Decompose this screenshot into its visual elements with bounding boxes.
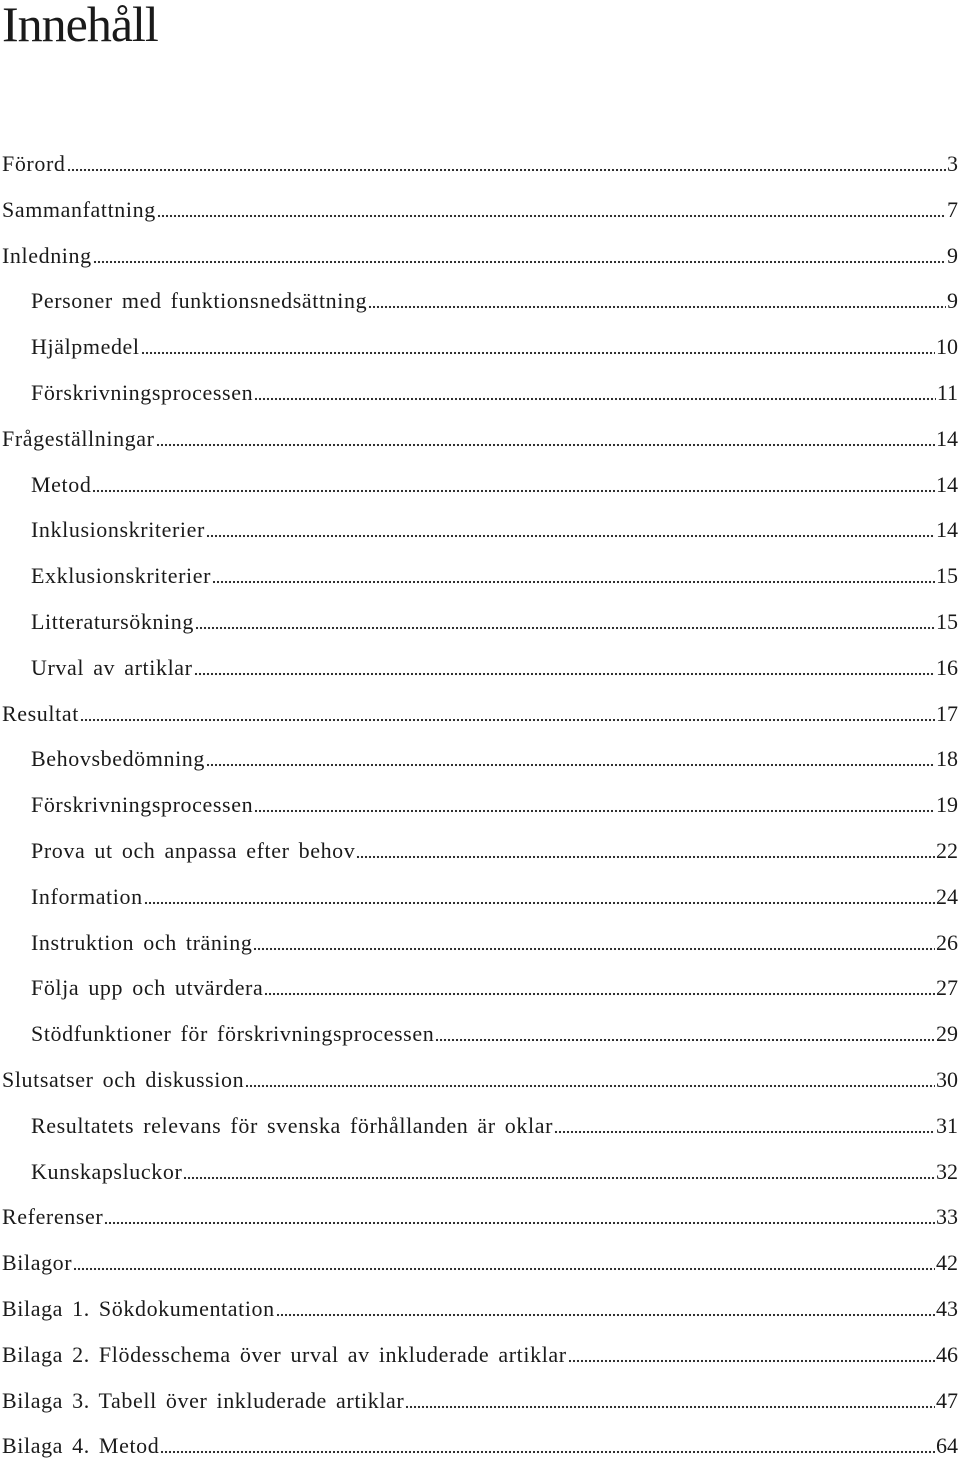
toc-entry-page-number: 11: [936, 379, 958, 405]
toc-entry-page-number: 15: [936, 608, 958, 634]
toc-entry[interactable]: [0, 141, 960, 187]
toc-entry[interactable]: [0, 1011, 960, 1057]
page-title: Innehåll: [2, 0, 158, 52]
toc-entry-label: Personer med funktionsnedsättning: [31, 288, 368, 314]
toc-entry[interactable]: [0, 416, 960, 462]
toc-entry[interactable]: [0, 187, 960, 233]
dot-leader: [245, 1080, 935, 1088]
toc-entry-page-number: 17: [936, 700, 958, 726]
dot-leader: [212, 576, 935, 584]
toc-entry[interactable]: [0, 782, 960, 828]
toc-entry-label: Förord: [2, 151, 66, 176]
toc-entry-page-number: 7: [947, 196, 958, 222]
dot-leader: [554, 1126, 935, 1134]
toc-entry[interactable]: [0, 278, 960, 324]
dot-leader: [276, 1309, 935, 1317]
toc-entry-page-number: 47: [936, 1387, 958, 1413]
toc-entry-page-number: 27: [936, 975, 958, 1001]
toc-entry-page-number: 18: [936, 746, 958, 772]
toc-entry-label: Bilagor: [2, 1250, 73, 1276]
toc-entry-page-number: 19: [936, 792, 958, 818]
dot-leader: [92, 485, 935, 493]
toc-entry-label: Bilaga 3. Tabell över inkluderade artiklar: [2, 1387, 405, 1413]
toc-entry[interactable]: [0, 828, 960, 874]
toc-entry-label: Metod: [31, 471, 92, 497]
dot-leader: [80, 714, 935, 722]
toc-entry-label: Urval av artiklar: [31, 654, 193, 680]
toc-entry-page-number: 9: [947, 242, 958, 268]
toc-entry-page-number: 16: [936, 654, 958, 680]
toc-entry-page-number: 32: [936, 1158, 958, 1184]
dot-leader: [254, 805, 935, 813]
toc-entry-page-number: 24: [936, 883, 958, 909]
dot-leader: [160, 1446, 935, 1454]
toc-entry-page-number: 14: [936, 425, 958, 451]
dot-leader: [195, 622, 935, 630]
toc-entry-label: Bilaga 4. Metod: [2, 1433, 160, 1459]
toc-entry-label: Inledning: [2, 242, 92, 268]
toc-entry[interactable]: [0, 370, 960, 416]
dot-leader: [405, 1401, 935, 1409]
dot-leader: [435, 1034, 935, 1042]
toc-entry-label: Instruktion och träning: [31, 929, 253, 955]
dot-leader: [183, 1172, 935, 1180]
toc-entry-page-number: 29: [936, 1021, 958, 1047]
toc-entry[interactable]: [0, 1423, 960, 1469]
dot-leader: [253, 943, 935, 951]
dot-leader: [254, 393, 936, 401]
dot-leader: [104, 1217, 935, 1225]
dot-leader: [264, 988, 935, 996]
toc-entry-label: Prova ut och anpassa efter behov: [31, 837, 356, 863]
toc-entry-label: Följa upp och utvärdera: [31, 975, 264, 1001]
toc-entry[interactable]: [0, 1149, 960, 1195]
dot-leader: [93, 256, 946, 264]
toc-entry-page-number: 46: [936, 1341, 958, 1367]
toc-entry-label: Resultatets relevans för svenska förhållanden är oklar: [31, 1112, 554, 1138]
toc-entry-page-number: 64: [936, 1433, 958, 1459]
toc-entry-label: Stödfunktioner för förskrivningsprocessen: [31, 1021, 435, 1047]
toc-entry-page-number: 22: [936, 837, 958, 863]
toc-entry-label: Förskrivningsprocessen: [31, 792, 254, 818]
toc-entry-label: Referenser: [2, 1204, 104, 1230]
toc-entry-label: Inklusionskriterier: [31, 517, 205, 543]
toc-entry-page-number: 15: [936, 563, 958, 589]
toc-entry[interactable]: [0, 233, 960, 279]
toc-entry-page-number: 33: [936, 1204, 958, 1230]
toc-entry-page-number: 30: [936, 1066, 958, 1092]
dot-leader: [206, 759, 935, 767]
dot-leader: [157, 210, 946, 218]
toc-entry[interactable]: [0, 965, 960, 1011]
toc-entry-label: Bilaga 1. Sökdokumentation: [2, 1295, 275, 1321]
dot-leader: [67, 164, 947, 172]
dot-leader: [368, 301, 946, 309]
toc-entry[interactable]: [0, 1332, 960, 1378]
toc-entry[interactable]: [0, 1240, 960, 1286]
toc-entry[interactable]: [0, 1057, 960, 1103]
toc-entry-label: Behovsbedömning: [31, 746, 205, 772]
toc-entry-page-number: 43: [936, 1295, 958, 1321]
toc-entry[interactable]: [0, 324, 960, 370]
toc-entry-page-number: 26: [936, 929, 958, 955]
toc-entry-label: Information: [31, 883, 143, 909]
toc-entry[interactable]: [0, 645, 960, 691]
dot-leader: [206, 530, 935, 538]
toc-entry-page-number: 42: [936, 1250, 958, 1276]
toc-entry[interactable]: [0, 736, 960, 782]
toc-entry-label: Förskrivningsprocessen: [31, 379, 254, 405]
dot-leader: [144, 897, 935, 905]
toc-entry-label: Litteratursökning: [31, 608, 194, 634]
toc-entry-label: Resultat: [2, 700, 79, 726]
toc-list: [0, 141, 960, 1469]
toc-entry-label: Bilaga 2. Flödesschema över urval av inkluderade artiklar: [2, 1341, 567, 1367]
toc-entry-label: Kunskapsluckor: [31, 1158, 183, 1184]
toc-entry-label: Sammanfattning: [2, 196, 156, 222]
toc-entry[interactable]: [0, 691, 960, 737]
toc-entry[interactable]: [0, 599, 960, 645]
dot-leader: [568, 1355, 935, 1363]
dot-leader: [141, 347, 935, 355]
toc-entry[interactable]: [0, 920, 960, 966]
toc-entry-page-number: 3: [947, 151, 958, 176]
toc-entry[interactable]: [0, 507, 960, 553]
toc-entry-page-number: 14: [936, 517, 958, 543]
dot-leader: [194, 668, 935, 676]
toc-entry[interactable]: [0, 462, 960, 508]
toc-entry[interactable]: [0, 1378, 960, 1424]
dot-leader: [156, 439, 935, 447]
toc-entry[interactable]: [0, 874, 960, 920]
toc-entry[interactable]: [0, 1194, 960, 1240]
toc-entry-page-number: 14: [936, 471, 958, 497]
dot-leader: [356, 851, 935, 859]
toc-entry[interactable]: [0, 1103, 960, 1149]
toc-entry-label: Hjälpmedel: [31, 334, 140, 360]
toc-entry[interactable]: [0, 553, 960, 599]
toc-entry-page-number: 9: [947, 288, 958, 314]
toc-entry-page-number: 10: [936, 334, 958, 360]
toc-entry-label: Slutsatser och diskussion: [2, 1066, 245, 1092]
toc-entry-page-number: 31: [936, 1112, 958, 1138]
dot-leader: [73, 1263, 935, 1271]
toc-entry-label: Frågeställningar: [2, 425, 155, 451]
toc-entry[interactable]: [0, 1286, 960, 1332]
toc-entry-label: Exklusionskriterier: [31, 563, 212, 589]
